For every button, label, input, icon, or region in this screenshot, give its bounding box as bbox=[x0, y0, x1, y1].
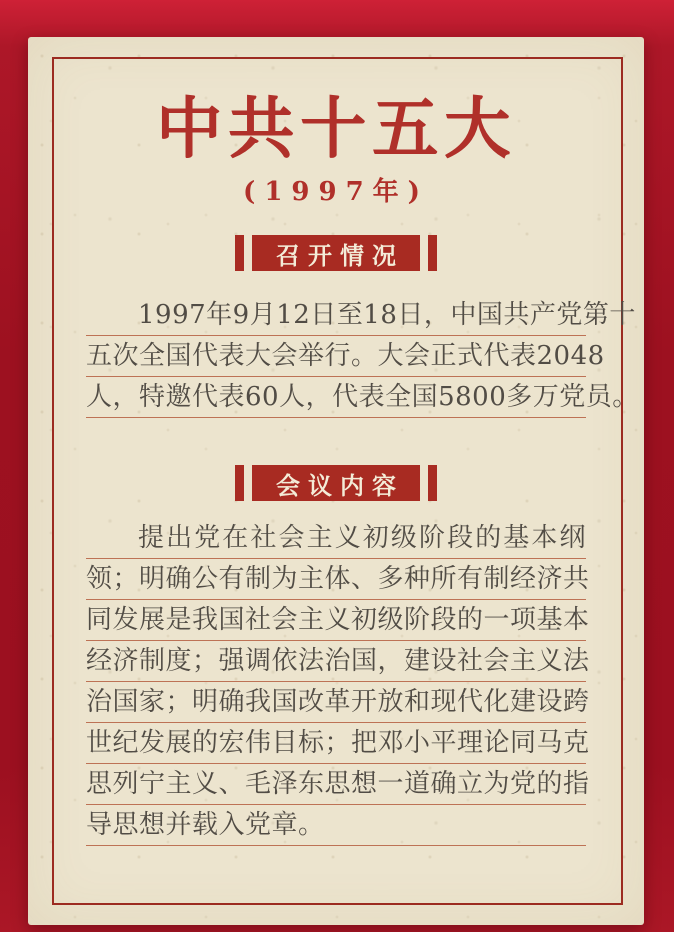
section-header-2 bbox=[28, 465, 644, 501]
text-line: 领；明确公有制为主体、多种所有制经济共 bbox=[86, 559, 586, 600]
text-line: 五次全国代表大会举行。大会正式代表2048 bbox=[86, 336, 586, 377]
text-line: 提出党在社会主义初级阶段的基本纲 bbox=[86, 518, 586, 559]
text-line: 思列宁主义、毛泽东思想一道确立为党的指 bbox=[86, 764, 586, 805]
text-line: 世纪发展的宏伟目标；把邓小平理论同马克 bbox=[86, 723, 586, 764]
section-2-label: 会议内容 bbox=[252, 465, 420, 501]
accent-bar-left bbox=[235, 465, 244, 501]
text-line: 同发展是我国社会主义初级阶段的一项基本 bbox=[86, 600, 586, 641]
paragraph-2 bbox=[86, 518, 590, 846]
paragraph-1 bbox=[86, 295, 639, 418]
text-line: 治国家；明确我国改革开放和现代化建设跨 bbox=[86, 682, 586, 723]
section-header-1 bbox=[28, 235, 644, 271]
card-content bbox=[28, 37, 644, 925]
text-line: 导思想并载入党章。 bbox=[86, 805, 586, 846]
accent-bar-left bbox=[235, 235, 244, 271]
card-title: 中共十五大 bbox=[156, 89, 516, 167]
info-card bbox=[28, 37, 644, 925]
text-line: 经济制度；强调依法治国，建设社会主义法 bbox=[86, 641, 586, 682]
card-subtitle: (1997年) bbox=[243, 176, 429, 207]
text-line: 人，特邀代表60人，代表全国5800多万党员。 bbox=[86, 377, 586, 418]
text-line: 1997年9月12日至18日，中国共产党第十 bbox=[86, 295, 586, 336]
accent-bar-right bbox=[428, 235, 437, 271]
section-1-label: 召开情况 bbox=[252, 235, 420, 271]
accent-bar-right bbox=[428, 465, 437, 501]
